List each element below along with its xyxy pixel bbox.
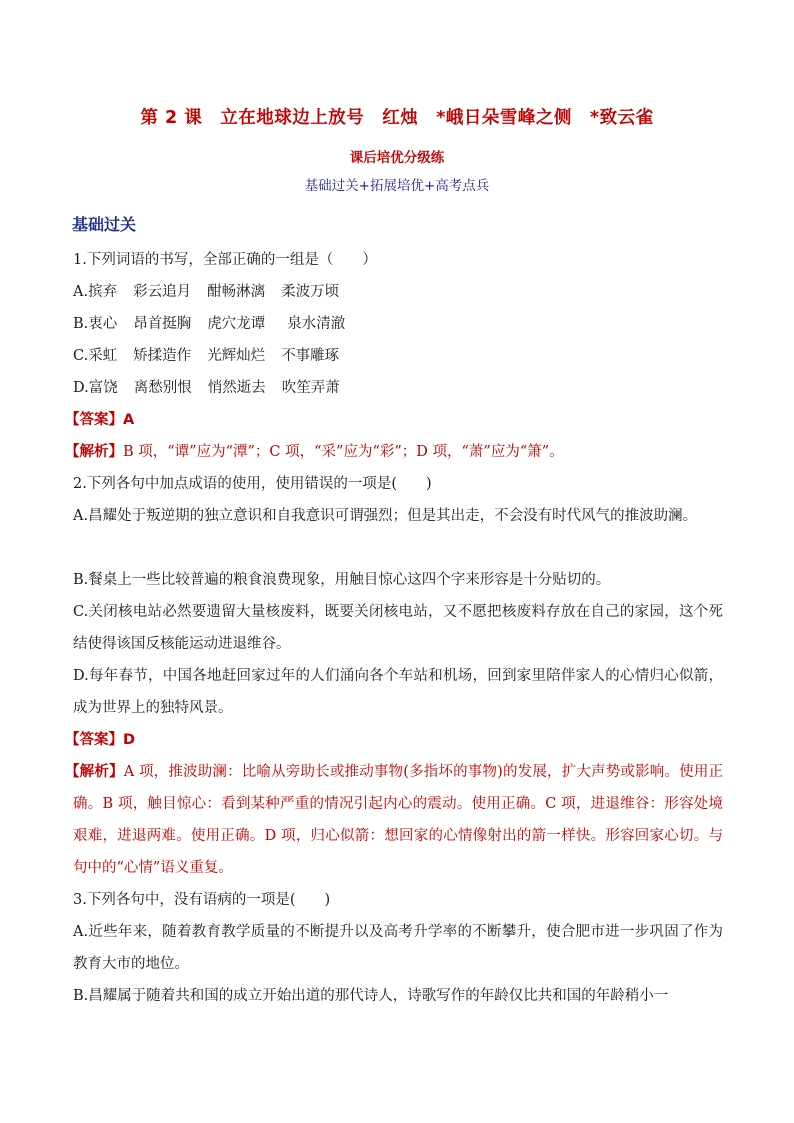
exercise-subtitle: 课后培优分级练: [349, 150, 445, 166]
q1-option-b: B.衷心 昂首挺胸 虎穴龙谭 泉水清澈: [73, 316, 346, 332]
section-title: 基础过关: [72, 215, 137, 234]
q3-option-a: A.近些年来，随着教育教学质量的不断提升以及高考升学率的不断攀升，使合肥市进一步巩固了作为教育大市的地位。: [73, 924, 723, 972]
q2-answer: 【答案】D: [65, 732, 136, 748]
q2-option-d: D.每年春节，中国各地赶回家过年的人们涌向各个车站和机场，回到家里陪伴家人的心情归心似箭，成为世界上的独特风景。: [73, 668, 723, 716]
q1-option-a: A.摈弃 彩云追月 酣畅淋漓 柔波万顷: [73, 284, 340, 300]
q2-analysis: 【解析】A 项，推波助澜：比喻从旁助长或推动事物(多指坏的事物)的发展，扩大声势或影响。使用正确。B 项，触目惊心：看到某种严重的情况引起内心的震动。使用正确。C 项，进退维谷：形容处境艰难，进退两难。使用正确。D 项，归心似箭：想回家的心情像射出的箭一样快。形容回家心切。与句中的“心情”语义重复。: [65, 764, 723, 876]
q3-option-b: B.昌耀属于随着共和国的成立开始出道的那代诗人，诗歌写作的年龄仅比共和国的年龄稍小一: [73, 988, 669, 1004]
q1-option-c: C.采虹 矫揉造作 光辉灿烂 不事雕琢: [73, 348, 340, 364]
q1-option-d: D.富饶 离愁别恨 悄然逝去 吹笙弄萧: [73, 380, 340, 396]
lesson-title: 第 2 课 立在地球边上放号 红烛 *峨日朵雪峰之侧 *致云雀: [140, 108, 654, 128]
exercise-tagline: 基础过关+拓展培优+高考点兵: [304, 178, 490, 194]
q1-analysis: 【解析】B 项，“谭”应为“潭”；C 项，“采”应为“彩”；D 项，“萧”应为“箫”。: [65, 444, 564, 460]
q1-answer: 【答案】A: [65, 412, 135, 428]
q2-option-b: B.餐桌上一些比较普遍的粮食浪费现象，用触目惊心这四个字来形容是十分贴切的。: [73, 572, 611, 588]
q2-option-a: A.昌耀处于叛逆期的独立意识和自我意识可谓强烈；但是其出走，不会没有时代风气的推波助澜。: [73, 508, 698, 524]
q1-stem: 1.下列词语的书写，全部正确的一组是（ ）: [73, 252, 377, 268]
q2-option-c: C.关闭核电站必然要遗留大量核废料，既要关闭核电站，又不愿把核废料存放在自己的家园，这个死结使得该国反核能运动进退维谷。: [73, 604, 723, 652]
q2-stem: 2.下列各句中加点成语的使用，使用错误的一项是( ): [73, 476, 432, 492]
q3-stem: 3.下列各句中，没有语病的一项是( ): [73, 892, 331, 908]
question-content: [65, 244, 723, 1012]
